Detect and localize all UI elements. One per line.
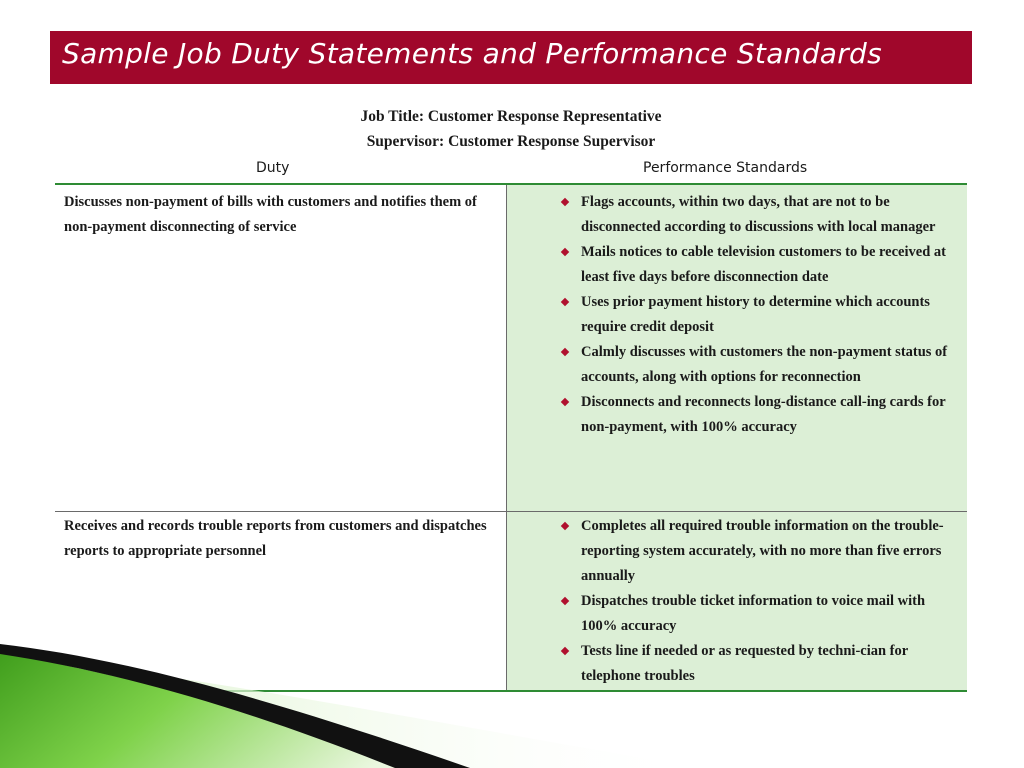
slide-title: Sample Job Duty Statements and Performance Standards [62,37,882,70]
diamond-bullet-icon [561,348,569,356]
standard-text: Mails notices to cable television customers to be received at least five days before disconnection date [581,244,946,285]
title-bar [50,31,972,84]
duty-column-header: Duty [256,160,290,176]
diamond-bullet-icon [561,248,569,256]
standards-column-header: Performance Standards [643,160,808,176]
standard-item [560,340,960,390]
diamond-bullet-icon [561,298,569,306]
standard-text: Calmly discusses with customers the non-payment status of accounts, along with options for reconnection [581,344,948,385]
standard-item [560,290,960,340]
supervisor: Supervisor: Customer Response Supervisor [366,133,656,150]
standard-text: Uses prior payment history to determine which accounts require credit deposit [581,294,930,335]
standard-text: Flags accounts, within two days, that are not to be disconnected according to discussions with local manager [581,194,936,235]
table-row-1-standards [560,190,960,440]
row-divider [55,511,967,512]
table-row-1-duty: Discusses non-payment of bills with customers and notifies them of non-payment disconnecting of service [64,194,477,235]
standard-text: Disconnects and reconnects long-distance call-ing cards for non-payment, with 100% accuracy [581,394,946,435]
decorative-swoosh [0,640,700,768]
diamond-bullet-icon [561,198,569,206]
standard-item [560,240,960,290]
standard-item [560,190,960,240]
standard-text: Tests line if needed or as requested by techni-cian for telephone troubles [581,643,908,684]
diamond-bullet-icon [561,597,569,605]
standard-item [560,390,960,440]
standard-item [560,589,960,639]
standard-text: Dispatches trouble ticket information to voice mail with 100% accuracy [581,593,926,634]
standard-item [560,514,960,589]
diamond-bullet-icon [561,398,569,406]
table-row-2-duty: Receives and records trouble reports from customers and dispatches reports to appropriate personnel [64,518,487,559]
table-top-rule [55,183,967,185]
diamond-bullet-icon [561,522,569,530]
job-title: Job Title: Customer Response Representative [360,108,662,125]
column-divider [506,185,507,690]
standard-text: Completes all required trouble information on the trouble-reporting system accurately, with no more than five errors annually [581,518,944,584]
